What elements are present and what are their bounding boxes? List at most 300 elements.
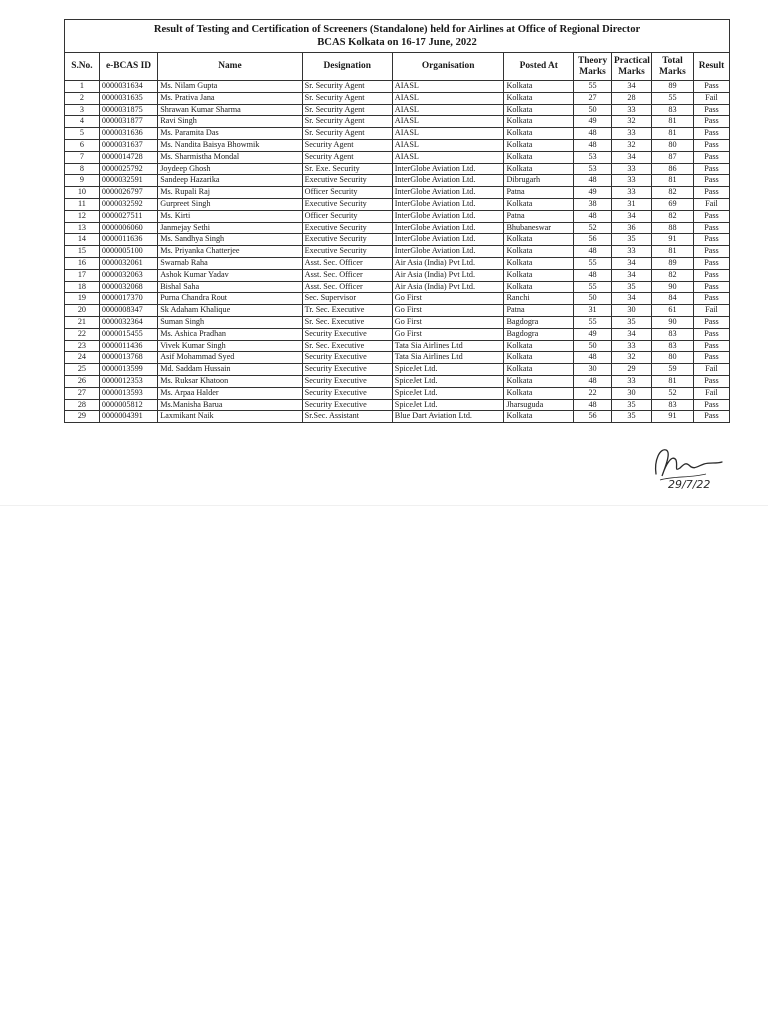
cell-name: Suman Singh <box>158 316 302 328</box>
cell-posted-at: Bagdogra <box>504 316 574 328</box>
cell-designation: Sr. Security Agent <box>302 81 392 93</box>
cell-name: Ms. Ruksar Khatoon <box>158 375 302 387</box>
cell-result: Pass <box>693 104 729 116</box>
cell-sno: 13 <box>65 222 100 234</box>
cell-ebcas-id: 0000013599 <box>99 364 157 376</box>
cell-organisation: InterGlobe Aviation Ltd. <box>392 187 504 199</box>
table-row <box>65 210 730 222</box>
cell-designation: Security Executive <box>302 387 392 399</box>
cell-designation: Executive Security <box>302 175 392 187</box>
cell-ebcas-id: 0000026797 <box>99 187 157 199</box>
cell-practical-marks: 36 <box>612 222 652 234</box>
cell-ebcas-id: 0000031637 <box>99 139 157 151</box>
table-row <box>65 128 730 140</box>
cell-total-marks: 82 <box>651 210 693 222</box>
cell-practical-marks: 28 <box>612 92 652 104</box>
cell-theory-marks: 55 <box>574 316 612 328</box>
cell-result: Pass <box>693 246 729 258</box>
cell-theory-marks: 50 <box>574 340 612 352</box>
cell-organisation: AIASL <box>392 116 504 128</box>
cell-organisation: SpiceJet Ltd. <box>392 387 504 399</box>
cell-result: Pass <box>693 222 729 234</box>
cell-practical-marks: 33 <box>612 246 652 258</box>
cell-sno: 10 <box>65 187 100 199</box>
signature-date: 29/7/22 <box>668 478 711 491</box>
cell-name: Sk Adaham Khalique <box>158 305 302 317</box>
cell-posted-at: Kolkata <box>504 151 574 163</box>
cell-name: Ms. Rupali Raj <box>158 187 302 199</box>
cell-ebcas-id: 0000032592 <box>99 198 157 210</box>
cell-result: Fail <box>693 387 729 399</box>
cell-ebcas-id: 0000013593 <box>99 387 157 399</box>
title-line-1: Result of Testing and Certification of Screeners (Standalone) held for Airlines at Office of Regional Director <box>153 24 641 35</box>
cell-sno: 28 <box>65 399 100 411</box>
cell-result: Pass <box>693 281 729 293</box>
cell-posted-at: Kolkata <box>504 234 574 246</box>
cell-posted-at: Kolkata <box>504 375 574 387</box>
cell-posted-at: Kolkata <box>504 139 574 151</box>
cell-total-marks: 81 <box>651 175 693 187</box>
cell-theory-marks: 48 <box>574 352 612 364</box>
cell-result: Pass <box>693 151 729 163</box>
cell-ebcas-id: 0000032364 <box>99 316 157 328</box>
cell-name: Ms. Kirti <box>158 210 302 222</box>
cell-result: Pass <box>693 352 729 364</box>
cell-designation: Executive Security <box>302 222 392 234</box>
cell-posted-at: Dibrugarh <box>504 175 574 187</box>
table-row <box>65 151 730 163</box>
cell-posted-at: Kolkata <box>504 352 574 364</box>
cell-total-marks: 61 <box>651 305 693 317</box>
cell-name: Ms. Paramita Das <box>158 128 302 140</box>
cell-designation: Asst. Sec. Officer <box>302 269 392 281</box>
cell-designation: Sr. Security Agent <box>302 116 392 128</box>
cell-total-marks: 82 <box>651 187 693 199</box>
cell-designation: Security Executive <box>302 328 392 340</box>
cell-sno: 3 <box>65 104 100 116</box>
cell-posted-at: Kolkata <box>504 387 574 399</box>
cell-name: Joydeep Ghosh <box>158 163 302 175</box>
results-table <box>64 19 730 423</box>
cell-result: Pass <box>693 187 729 199</box>
cell-sno: 11 <box>65 198 100 210</box>
table-row <box>65 305 730 317</box>
cell-total-marks: 83 <box>651 104 693 116</box>
table-row <box>65 163 730 175</box>
cell-organisation: InterGlobe Aviation Ltd. <box>392 234 504 246</box>
cell-practical-marks: 32 <box>612 352 652 364</box>
cell-result: Fail <box>693 198 729 210</box>
cell-theory-marks: 48 <box>574 269 612 281</box>
cell-practical-marks: 33 <box>612 175 652 187</box>
cell-practical-marks: 33 <box>612 340 652 352</box>
cell-total-marks: 81 <box>651 246 693 258</box>
cell-sno: 21 <box>65 316 100 328</box>
cell-organisation: Air Asia (India) Pvt Ltd. <box>392 269 504 281</box>
cell-sno: 22 <box>65 328 100 340</box>
cell-practical-marks: 33 <box>612 375 652 387</box>
cell-total-marks: 90 <box>651 316 693 328</box>
cell-practical-marks: 35 <box>612 411 652 423</box>
cell-posted-at: Kolkata <box>504 116 574 128</box>
cell-total-marks: 86 <box>651 163 693 175</box>
cell-theory-marks: 30 <box>574 364 612 376</box>
cell-result: Pass <box>693 375 729 387</box>
cell-theory-marks: 27 <box>574 92 612 104</box>
cell-posted-at: Kolkata <box>504 269 574 281</box>
cell-ebcas-id: 0000011636 <box>99 234 157 246</box>
cell-theory-marks: 55 <box>574 81 612 93</box>
cell-name: Ms.Manisha Barua <box>158 399 302 411</box>
cell-theory-marks: 53 <box>574 151 612 163</box>
cell-name: Bishal Saha <box>158 281 302 293</box>
cell-practical-marks: 34 <box>612 257 652 269</box>
cell-organisation: Air Asia (India) Pvt Ltd. <box>392 281 504 293</box>
table-row <box>65 257 730 269</box>
cell-result: Pass <box>693 411 729 423</box>
cell-organisation: Go First <box>392 316 504 328</box>
cell-posted-at: Kolkata <box>504 92 574 104</box>
cell-designation: Executive Security <box>302 198 392 210</box>
cell-name: Swarnab Raha <box>158 257 302 269</box>
cell-name: Ms. Ashica Pradhan <box>158 328 302 340</box>
cell-name: Janmejay Sethi <box>158 222 302 234</box>
cell-practical-marks: 32 <box>612 139 652 151</box>
cell-sno: 15 <box>65 246 100 258</box>
cell-result: Fail <box>693 364 729 376</box>
header-practical: Practical Marks <box>612 53 652 81</box>
cell-sno: 24 <box>65 352 100 364</box>
cell-sno: 2 <box>65 92 100 104</box>
cell-organisation: Tata Sia Airlines Ltd <box>392 340 504 352</box>
cell-sno: 25 <box>65 364 100 376</box>
cell-total-marks: 89 <box>651 257 693 269</box>
cell-organisation: SpiceJet Ltd. <box>392 364 504 376</box>
cell-result: Pass <box>693 328 729 340</box>
cell-theory-marks: 38 <box>574 198 612 210</box>
cell-practical-marks: 34 <box>612 81 652 93</box>
cell-ebcas-id: 0000032063 <box>99 269 157 281</box>
page-divider <box>0 505 768 506</box>
cell-designation: Executive Security <box>302 234 392 246</box>
table-row <box>65 187 730 199</box>
cell-organisation: AIASL <box>392 128 504 140</box>
document-title <box>65 20 730 53</box>
cell-designation: Security Agent <box>302 139 392 151</box>
cell-organisation: Tata Sia Airlines Ltd <box>392 352 504 364</box>
cell-ebcas-id: 0000013768 <box>99 352 157 364</box>
header-theory: Theory Marks <box>574 53 612 81</box>
cell-total-marks: 81 <box>651 375 693 387</box>
cell-sno: 12 <box>65 210 100 222</box>
cell-practical-marks: 35 <box>612 234 652 246</box>
cell-theory-marks: 50 <box>574 293 612 305</box>
cell-posted-at: Kolkata <box>504 411 574 423</box>
cell-sno: 5 <box>65 128 100 140</box>
cell-organisation: InterGlobe Aviation Ltd. <box>392 222 504 234</box>
cell-sno: 4 <box>65 116 100 128</box>
cell-total-marks: 88 <box>651 222 693 234</box>
cell-practical-marks: 33 <box>612 104 652 116</box>
table-row <box>65 139 730 151</box>
header-name: Name <box>158 53 302 81</box>
table-row <box>65 375 730 387</box>
cell-theory-marks: 56 <box>574 234 612 246</box>
cell-theory-marks: 49 <box>574 187 612 199</box>
cell-total-marks: 83 <box>651 340 693 352</box>
cell-theory-marks: 22 <box>574 387 612 399</box>
header-posted: Posted At <box>504 53 574 81</box>
cell-practical-marks: 34 <box>612 151 652 163</box>
cell-name: Ms. Sharmistha Mondal <box>158 151 302 163</box>
table-row <box>65 234 730 246</box>
cell-posted-at: Bhubaneswar <box>504 222 574 234</box>
cell-organisation: InterGlobe Aviation Ltd. <box>392 163 504 175</box>
cell-theory-marks: 50 <box>574 104 612 116</box>
cell-practical-marks: 35 <box>612 316 652 328</box>
cell-theory-marks: 48 <box>574 246 612 258</box>
cell-designation: Sr. Security Agent <box>302 128 392 140</box>
cell-practical-marks: 34 <box>612 210 652 222</box>
cell-posted-at: Kolkata <box>504 364 574 376</box>
cell-posted-at: Ranchi <box>504 293 574 305</box>
cell-organisation: InterGlobe Aviation Ltd. <box>392 198 504 210</box>
cell-designation: Security Executive <box>302 399 392 411</box>
cell-total-marks: 59 <box>651 364 693 376</box>
cell-ebcas-id: 0000032591 <box>99 175 157 187</box>
table-row <box>65 316 730 328</box>
cell-theory-marks: 55 <box>574 281 612 293</box>
cell-organisation: AIASL <box>392 104 504 116</box>
table-body <box>65 81 730 423</box>
cell-ebcas-id: 0000031635 <box>99 92 157 104</box>
cell-organisation: SpiceJet Ltd. <box>392 375 504 387</box>
cell-name: Ms. Arpaa Halder <box>158 387 302 399</box>
table-row <box>65 246 730 258</box>
cell-result: Pass <box>693 116 729 128</box>
cell-name: Purna Chandra Rout <box>158 293 302 305</box>
cell-theory-marks: 48 <box>574 175 612 187</box>
cell-theory-marks: 48 <box>574 399 612 411</box>
cell-ebcas-id: 0000005100 <box>99 246 157 258</box>
cell-ebcas-id: 0000017370 <box>99 293 157 305</box>
cell-result: Pass <box>693 340 729 352</box>
cell-posted-at: Patna <box>504 210 574 222</box>
cell-posted-at: Kolkata <box>504 340 574 352</box>
cell-practical-marks: 30 <box>612 387 652 399</box>
cell-name: Laxmikant Naik <box>158 411 302 423</box>
table-row <box>65 175 730 187</box>
cell-posted-at: Bagdogra <box>504 328 574 340</box>
cell-designation: Security Agent <box>302 151 392 163</box>
table-row <box>65 269 730 281</box>
cell-practical-marks: 34 <box>612 328 652 340</box>
cell-name: Ravi Singh <box>158 116 302 128</box>
cell-organisation: InterGlobe Aviation Ltd. <box>392 246 504 258</box>
cell-name: Vivek Kumar Singh <box>158 340 302 352</box>
cell-sno: 8 <box>65 163 100 175</box>
cell-total-marks: 91 <box>651 411 693 423</box>
cell-ebcas-id: 0000012353 <box>99 375 157 387</box>
cell-posted-at: Kolkata <box>504 163 574 175</box>
cell-ebcas-id: 0000032061 <box>99 257 157 269</box>
cell-theory-marks: 49 <box>574 116 612 128</box>
cell-posted-at: Kolkata <box>504 128 574 140</box>
cell-practical-marks: 29 <box>612 364 652 376</box>
cell-ebcas-id: 0000014728 <box>99 151 157 163</box>
cell-result: Pass <box>693 128 729 140</box>
cell-sno: 19 <box>65 293 100 305</box>
table-row <box>65 293 730 305</box>
cell-theory-marks: 56 <box>574 411 612 423</box>
cell-ebcas-id: 0000031634 <box>99 81 157 93</box>
header-organisation: Organisation <box>392 53 504 81</box>
cell-designation: Officer Security <box>302 187 392 199</box>
table-row <box>65 399 730 411</box>
table-row <box>65 116 730 128</box>
cell-theory-marks: 48 <box>574 210 612 222</box>
cell-total-marks: 81 <box>651 128 693 140</box>
cell-result: Pass <box>693 163 729 175</box>
cell-sno: 20 <box>65 305 100 317</box>
cell-total-marks: 52 <box>651 387 693 399</box>
cell-result: Pass <box>693 316 729 328</box>
cell-result: Pass <box>693 257 729 269</box>
cell-organisation: Go First <box>392 305 504 317</box>
table-row <box>65 81 730 93</box>
cell-theory-marks: 52 <box>574 222 612 234</box>
cell-theory-marks: 55 <box>574 257 612 269</box>
cell-designation: Officer Security <box>302 210 392 222</box>
cell-theory-marks: 49 <box>574 328 612 340</box>
cell-posted-at: Kolkata <box>504 257 574 269</box>
header-id: e-BCAS ID <box>99 53 157 81</box>
cell-designation: Sr. Security Agent <box>302 92 392 104</box>
cell-organisation: SpiceJet Ltd. <box>392 399 504 411</box>
cell-practical-marks: 31 <box>612 198 652 210</box>
cell-sno: 16 <box>65 257 100 269</box>
cell-posted-at: Kolkata <box>504 81 574 93</box>
cell-practical-marks: 33 <box>612 128 652 140</box>
table-row <box>65 92 730 104</box>
cell-sno: 18 <box>65 281 100 293</box>
cell-sno: 1 <box>65 81 100 93</box>
cell-total-marks: 83 <box>651 399 693 411</box>
cell-posted-at: Kolkata <box>504 246 574 258</box>
cell-practical-marks: 32 <box>612 116 652 128</box>
cell-organisation: AIASL <box>392 139 504 151</box>
cell-total-marks: 87 <box>651 151 693 163</box>
cell-result: Pass <box>693 210 729 222</box>
cell-total-marks: 89 <box>651 81 693 93</box>
cell-designation: Sr.Sec. Assistant <box>302 411 392 423</box>
cell-name: Ms. Nandita Baisya Bhowmik <box>158 139 302 151</box>
cell-total-marks: 90 <box>651 281 693 293</box>
cell-ebcas-id: 0000031875 <box>99 104 157 116</box>
results-sheet <box>64 19 730 423</box>
cell-result: Pass <box>693 269 729 281</box>
cell-ebcas-id: 0000025792 <box>99 163 157 175</box>
cell-posted-at: Jharsuguda <box>504 399 574 411</box>
header-designation: Designation <box>302 53 392 81</box>
cell-posted-at: Kolkata <box>504 104 574 116</box>
cell-organisation: AIASL <box>392 92 504 104</box>
table-row <box>65 222 730 234</box>
cell-theory-marks: 53 <box>574 163 612 175</box>
cell-practical-marks: 34 <box>612 269 652 281</box>
cell-sno: 23 <box>65 340 100 352</box>
table-row <box>65 364 730 376</box>
cell-posted-at: Patna <box>504 305 574 317</box>
cell-designation: Sr. Sec. Executive <box>302 316 392 328</box>
cell-result: Fail <box>693 305 729 317</box>
cell-sno: 14 <box>65 234 100 246</box>
table-row <box>65 411 730 423</box>
cell-name: Gurpreet Singh <box>158 198 302 210</box>
cell-result: Pass <box>693 234 729 246</box>
cell-organisation: InterGlobe Aviation Ltd. <box>392 175 504 187</box>
table-row <box>65 198 730 210</box>
cell-designation: Asst. Sec. Officer <box>302 281 392 293</box>
cell-organisation: Go First <box>392 328 504 340</box>
cell-organisation: Blue Dart Aviation Ltd. <box>392 411 504 423</box>
cell-result: Pass <box>693 175 729 187</box>
table-row <box>65 387 730 399</box>
cell-organisation: AIASL <box>392 81 504 93</box>
cell-total-marks: 82 <box>651 269 693 281</box>
cell-posted-at: Kolkata <box>504 281 574 293</box>
cell-result: Pass <box>693 81 729 93</box>
cell-ebcas-id: 0000032068 <box>99 281 157 293</box>
cell-practical-marks: 34 <box>612 293 652 305</box>
cell-practical-marks: 33 <box>612 163 652 175</box>
cell-total-marks: 80 <box>651 139 693 151</box>
header-total: Total Marks <box>651 53 693 81</box>
header-result: Result <box>693 53 729 81</box>
cell-theory-marks: 48 <box>574 375 612 387</box>
cell-name: Asif Mohammad Syed <box>158 352 302 364</box>
cell-ebcas-id: 0000031636 <box>99 128 157 140</box>
cell-sno: 6 <box>65 139 100 151</box>
cell-sno: 26 <box>65 375 100 387</box>
cell-name: Shrawan Kumar Sharma <box>158 104 302 116</box>
cell-name: Ms. Priyanka Chatterjee <box>158 246 302 258</box>
cell-practical-marks: 35 <box>612 281 652 293</box>
cell-theory-marks: 31 <box>574 305 612 317</box>
table-row <box>65 104 730 116</box>
cell-total-marks: 81 <box>651 116 693 128</box>
table-row <box>65 352 730 364</box>
cell-sno: 27 <box>65 387 100 399</box>
cell-name: Ms. Sandhya Singh <box>158 234 302 246</box>
cell-organisation: Go First <box>392 293 504 305</box>
cell-designation: Sr. Exe. Security <box>302 163 392 175</box>
cell-practical-marks: 30 <box>612 305 652 317</box>
cell-total-marks: 83 <box>651 328 693 340</box>
cell-posted-at: Kolkata <box>504 198 574 210</box>
cell-organisation: Air Asia (India) Pvt Ltd. <box>392 257 504 269</box>
cell-designation: Sr. Security Agent <box>302 104 392 116</box>
cell-total-marks: 55 <box>651 92 693 104</box>
cell-ebcas-id: 0000015455 <box>99 328 157 340</box>
cell-designation: Tr. Sec. Executive <box>302 305 392 317</box>
signature <box>646 440 730 492</box>
cell-name: Md. Saddam Hussain <box>158 364 302 376</box>
cell-organisation: AIASL <box>392 151 504 163</box>
cell-practical-marks: 35 <box>612 399 652 411</box>
cell-sno: 29 <box>65 411 100 423</box>
cell-total-marks: 69 <box>651 198 693 210</box>
